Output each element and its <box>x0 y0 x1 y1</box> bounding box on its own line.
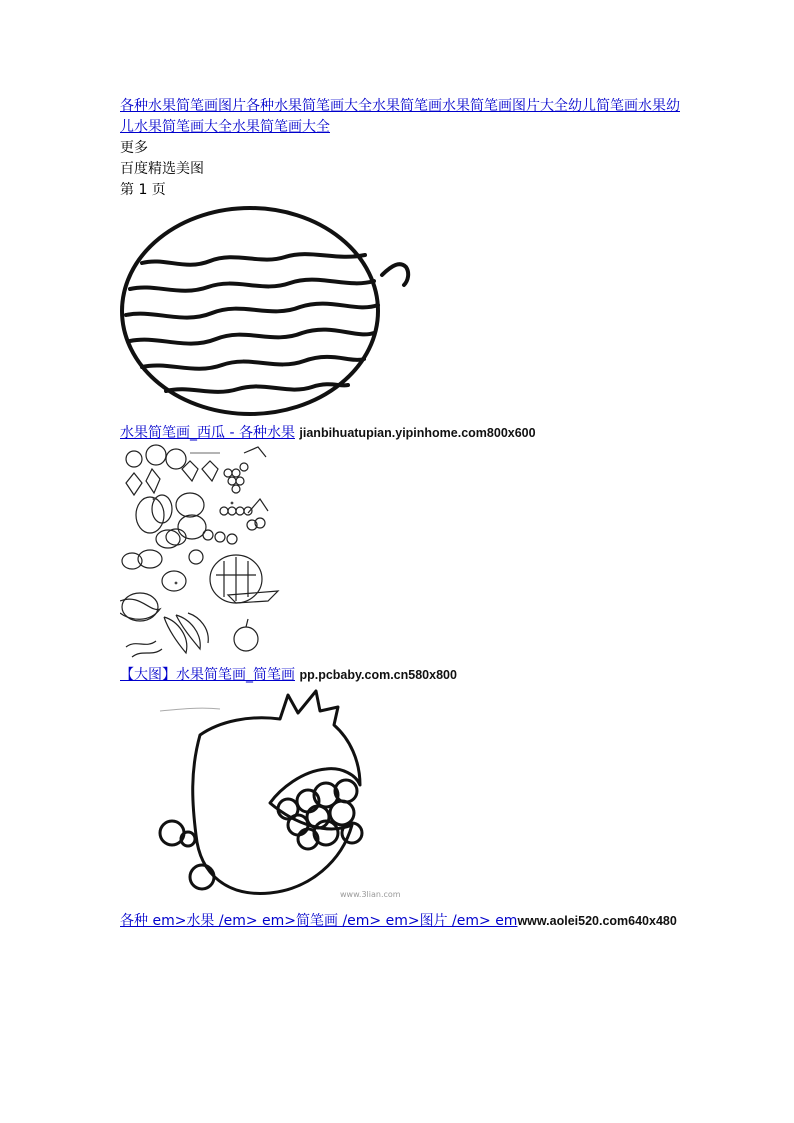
result-caption-2 <box>120 665 680 685</box>
result-link-2[interactable]: 【大图】水果简笔画_简笔画 <box>120 667 295 683</box>
result-caption-1 <box>120 423 680 443</box>
document-body <box>120 96 680 931</box>
result-caption-3 <box>120 911 680 931</box>
watermelon-image[interactable] <box>120 201 412 423</box>
watermark-text: www.3lian.com <box>340 890 401 899</box>
result-source-1: jianbihuatupian.yipinhome.com <box>299 426 487 440</box>
section-heading: 百度精选美图 <box>120 161 204 177</box>
pomegranate-image[interactable] <box>120 685 412 911</box>
result-source-3: www.aolei520.com <box>517 914 629 928</box>
result-item-2 <box>120 443 680 685</box>
fruits-image[interactable] <box>120 443 282 665</box>
result-link-3[interactable]: 各种 em>水果 /em> em>简笔画 /em> em>图片 /em> em <box>120 913 518 929</box>
result-size-2: 580x800 <box>408 668 457 682</box>
result-source-2: pp.pcbaby.com.cn <box>299 668 409 682</box>
result-size-3: 640x480 <box>628 914 677 928</box>
more-link[interactable]: 更多 <box>120 140 148 156</box>
result-item-1 <box>120 201 680 443</box>
result-size-1: 800x600 <box>486 426 536 440</box>
page-label: 第 1 页 <box>120 182 166 198</box>
result-link-1[interactable]: 水果简笔画_西瓜 - 各种水果 <box>120 425 295 441</box>
result-item-3 <box>120 685 680 931</box>
title-link[interactable]: 各种水果简笔画图片各种水果简笔画大全水果简笔画水果简笔画图片大全幼儿简笔画水果幼儿水果简笔画大全水果简笔画大全 <box>120 98 680 135</box>
